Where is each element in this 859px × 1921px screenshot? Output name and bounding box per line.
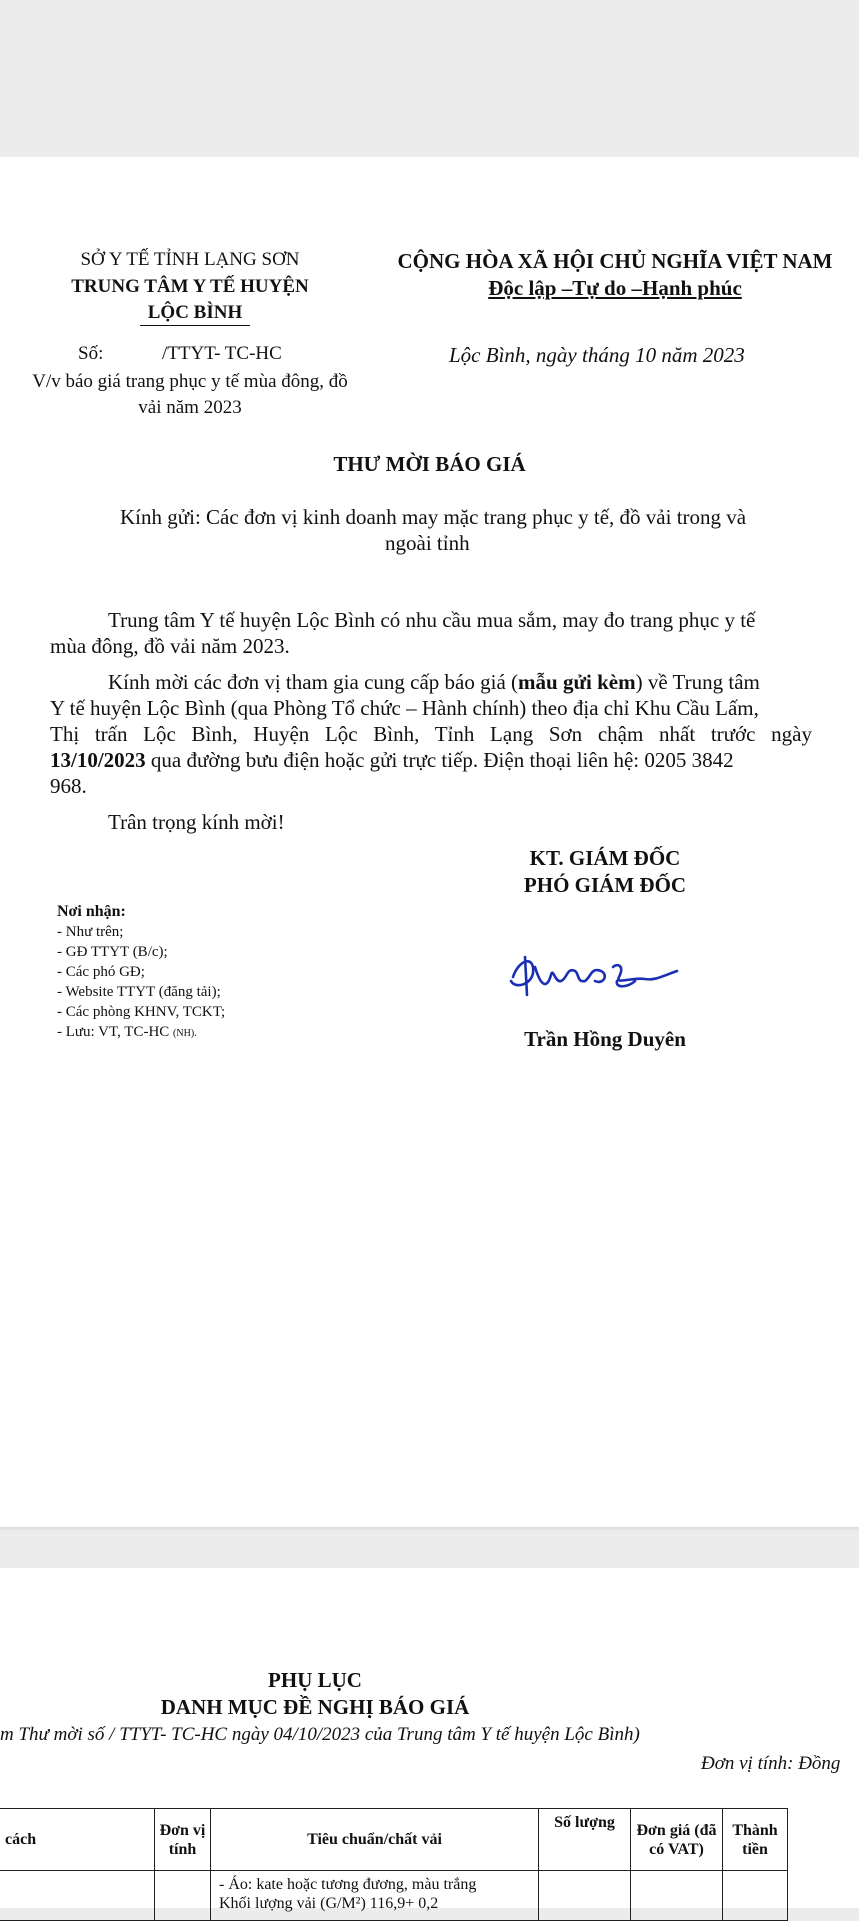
table-cell [723, 1871, 788, 1921]
header-cell: Tiêu chuẩn/chất vải [211, 1809, 539, 1871]
row1-line1: - Áo: kate hoặc tương đương, màu trắng [219, 1876, 477, 1893]
org-line3: LỘC BÌNH [140, 302, 250, 326]
recipient-item: - Các phòng KHNV, TCKT; [57, 1004, 226, 1020]
nation-line1: CỘNG HÒA XÃ HỘI CHỦ NGHĨA VIỆT NAM [397, 249, 833, 273]
so-value: /TTYT- TC-HC [162, 343, 282, 364]
kinh-gui-line2: ngoài tỉnh [385, 531, 470, 555]
recipients-block [57, 902, 225, 1044]
recipients-head: Nơi nhận: [57, 903, 126, 920]
sign-title2: PHÓ GIÁM ĐỐC [523, 873, 687, 897]
org-line1: SỞ Y TẾ TỈNH LẠNG SƠN [80, 249, 300, 270]
subject-line2: vải năm 2023 [138, 397, 242, 418]
letter-title: THƯ MỜI BÁO GIÁ [333, 452, 526, 476]
signer-name: Trần Hồng Duyên [524, 1027, 686, 1051]
para2-line5: 968. [50, 774, 87, 798]
header-cell: Đơn giá (đã có VAT) [631, 1809, 723, 1871]
para2-line2: Y tế huyện Lộc Bình (qua Phòng Tổ chức – Hành chính) theo địa chỉ Khu Cầu Lấm, [50, 696, 759, 720]
header-cell: Số lượng [539, 1809, 631, 1871]
closing-text: Trân trọng kính mời! [108, 810, 285, 834]
para2-line4: 13/10/2023 qua đường bưu điện hoặc gửi trực tiếp. Điện thoại liên hệ: 0205 3842 [50, 748, 734, 772]
table-cell [211, 1871, 539, 1921]
para1-line2: mùa đông, đồ vải năm 2023. [50, 634, 290, 658]
recipient-item: - Lưu: VT, TC-HC (NH). [57, 1024, 197, 1040]
so-label: Số: [78, 343, 104, 364]
unit-label: Đơn vị tính: Đồng [701, 1753, 841, 1774]
table-cell [539, 1871, 631, 1921]
table-cell [631, 1871, 723, 1921]
appendix-title1: PHỤ LỤC [268, 1668, 362, 1692]
table-cell [0, 1871, 155, 1921]
para1-line1: Trung tâm Y tế huyện Lộc Bình có nhu cầu mua sắm, may đo trang phục y tế [108, 608, 756, 632]
subject-line1: V/v báo giá trang phục y tế mùa đông, đồ [32, 371, 348, 392]
nation-line2: Độc lập –Tự do –Hạnh phúc [488, 276, 742, 300]
kinh-gui-line1: Kính gửi: Các đơn vị kinh doanh may mặc trang phục y tế, đồ vải trong và [120, 505, 747, 529]
para2-line1: Kính mời các đơn vị tham gia cung cấp báo giá (mẫu gửi kèm) về Trung tâm [108, 670, 760, 694]
sign-title1: KT. GIÁM ĐỐC [529, 846, 681, 870]
org-line2: TRUNG TÂM Y TẾ HUYỆN [71, 276, 309, 297]
price-table [0, 1808, 788, 1921]
letter-page [0, 157, 859, 1527]
table-header-row [0, 1809, 788, 1871]
header-cell: Thành tiền [723, 1809, 788, 1871]
header-cell: Đơn vị tính [155, 1809, 211, 1871]
appendix-page [0, 1568, 859, 1912]
row1-line2: Khối lượng vải (G/M²) 116,9+ 0,2 [219, 1895, 439, 1912]
recipient-item: - Các phó GĐ; [57, 964, 145, 980]
handwritten-signature [505, 937, 705, 1017]
recipient-item: - Như trên; [57, 924, 124, 940]
header-cell: cách [0, 1809, 155, 1871]
table-row [0, 1871, 788, 1921]
recipient-item: - Website TTYT (đăng tải); [57, 984, 221, 1000]
appendix-title2: DANH MỤC ĐỀ NGHỊ BÁO GIÁ [160, 1695, 470, 1719]
recipient-item: - GĐ TTYT (B/c); [57, 944, 168, 960]
place-date: Lộc Bình, ngày tháng 10 năm 2023 [449, 343, 745, 367]
table-cell [155, 1871, 211, 1921]
para2-line3: Thị trấn Lộc Bình, Huyện Lộc Bình, Tỉnh Lạng Sơn chậm nhất trước ngày [50, 722, 812, 746]
appendix-subtitle: m Thư mời số / TTYT- TC-HC ngày 04/10/2023 của Trung tâm Y tế huyện Lộc Bình) [0, 1724, 640, 1745]
